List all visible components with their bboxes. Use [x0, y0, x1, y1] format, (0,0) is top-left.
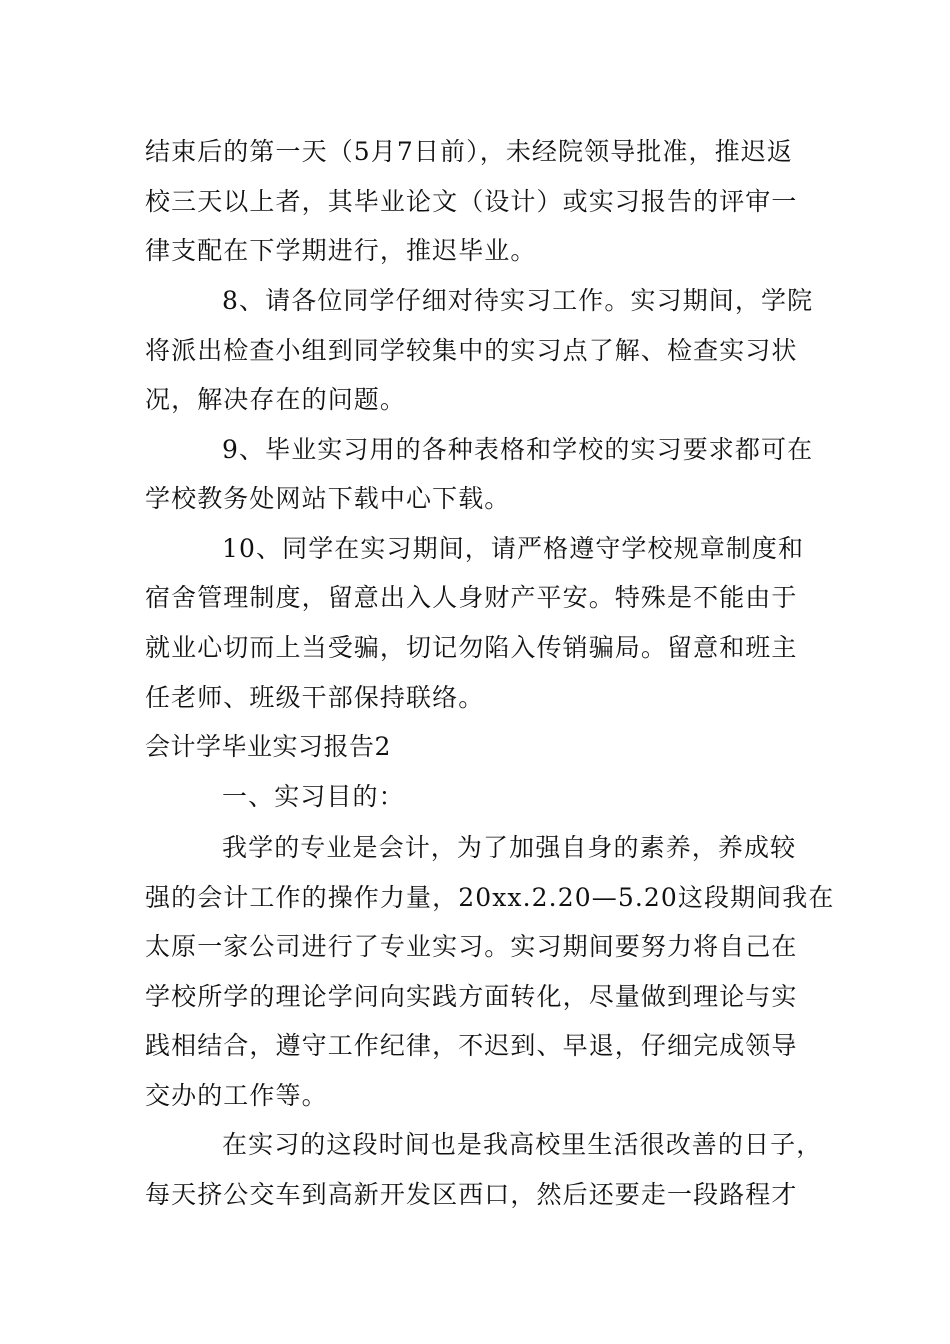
paragraph-start-line: 我学的专业是会计，为了加强自身的素养，养成较 [222, 833, 797, 862]
text-line: 结束后的第一天（5月7日前），未经院领导批准，推迟返 [145, 137, 793, 166]
paragraph-start-line: 10、同学在实习期间，请严格遵守学校规章制度和 [222, 534, 805, 563]
text-line: 强的会计工作的操作力量，20xx.2.20—5.20这段期间我在 [145, 883, 835, 912]
text-line: 宿舍管理制度，留意出入人身财产平安。特殊是不能由于 [145, 583, 798, 612]
text-line: 学校所学的理论学问向实践方面转化，尽量做到理论与实 [145, 982, 798, 1011]
paragraph-start-line: 在实习的这段时间也是我高校里生活很改善的日子， [222, 1130, 823, 1159]
text-line: 交办的工作等。 [145, 1081, 328, 1110]
text-line: 学校教务处网站下载中心下载。 [145, 484, 511, 513]
text-line: 律支配在下学期进行，推迟毕业。 [145, 236, 537, 265]
text-line: 太原一家公司进行了专业实习。实习期间要努力将自己在 [145, 932, 798, 961]
text-line: 每天挤公交车到高新开发区西口，然后还要走一段路程才 [145, 1180, 798, 1209]
section-title: 会计学毕业实习报告2 [145, 732, 391, 761]
paragraph-start-line: 8、请各位同学仔细对待实习工作。实习期间，学院 [222, 286, 814, 315]
paragraph-start-line: 9、毕业实习用的各种表格和学校的实习要求都可在 [222, 435, 814, 464]
text-line: 将派出检查小组到同学较集中的实习点了解、检查实习状 [145, 336, 798, 365]
text-line: 任老师、班级干部保持联络。 [145, 683, 485, 712]
section-heading: 一、实习目的： [222, 782, 405, 811]
text-line: 践相结合，遵守工作纪律，不迟到、早退，仔细完成领导 [145, 1031, 798, 1060]
text-line: 就业心切而上当受骗，切记勿陷入传销骗局。留意和班主 [145, 633, 798, 662]
text-line: 校三天以上者，其毕业论文（设计）或实习报告的评审一 [145, 187, 798, 216]
text-line: 况，解决存在的问题。 [145, 385, 407, 414]
